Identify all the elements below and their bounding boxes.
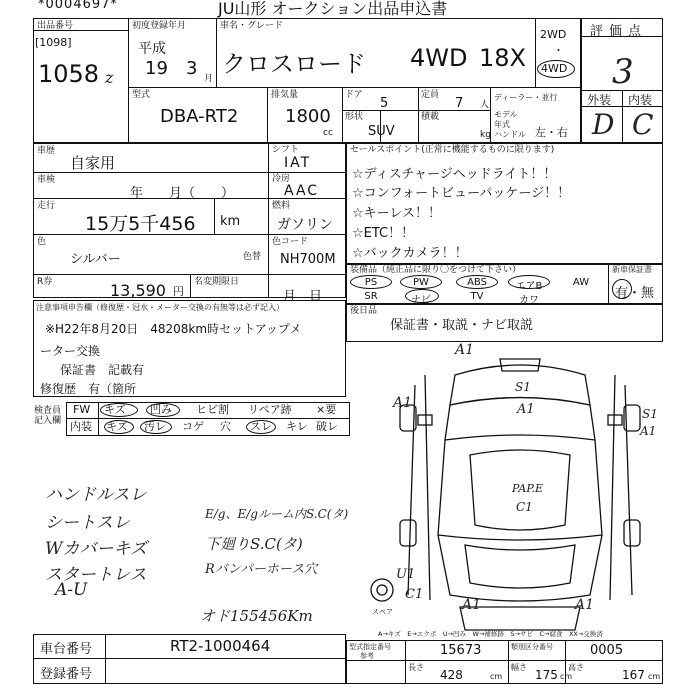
exterior-label: 外装 [587,93,612,107]
registration-month: 3 [186,58,198,79]
rating-score: 3 [612,52,634,92]
length-label: 長さ [408,663,424,672]
equipment-sr: SR [364,291,378,302]
handwritten-right-1: E/g、E/gルーム内S.C(タ) [205,507,349,521]
capacity-value: 7 [455,96,464,111]
type-ref: 参考 [360,652,374,660]
lot-label: 出品番号 [37,21,74,31]
color-change-label: 色替 [243,252,262,262]
length-value: 428 [440,668,463,682]
lot-suffix: z [105,68,114,87]
body-label: 形状 [345,112,364,122]
equipment-aw: AW [572,277,590,288]
sales-point-item: ☆キーレス！！ [352,206,442,221]
handwritten-odometer: オド155456Km [200,607,313,625]
inspection-int-hole: 穴 [220,420,231,433]
notes-label: 注意事項申告欄（修復歴・冠水・メーター交換の有無等は必ず記入） [36,303,284,312]
handwritten-left-1: ハンドルスレ [45,485,147,505]
capacity-label: 定員 [421,90,440,100]
inspection-need: ×要 [316,403,337,416]
shift-value: IAT [284,155,312,171]
shaken-value: 年 月（ ） [130,186,235,201]
displacement-value: 1800 [285,106,331,127]
notes-line-2: ーター交換 [40,344,101,358]
aftermarket-label: 後日品 [350,306,378,316]
usage-value: 自家用 [70,154,116,172]
inspection-int-scratch: キズ [106,420,128,433]
registration-year: 19 [145,58,168,79]
damage-mark: A1 [640,424,657,438]
doors-value: 5 [380,96,389,111]
damage-mark: A1 [393,395,413,411]
handwritten-right-3: Rバンパーホース穴 [205,562,318,577]
equipment-leather: カワ [519,295,539,306]
damage-mark: C1 [516,500,533,514]
width-label: 幅さ [511,663,527,672]
handle-label: ハンドル [494,130,526,139]
vehicle-name-label: 車名・グレード [220,21,284,31]
sales-points-label: セールスポイント(正常に機能するものに限ります) [350,145,555,155]
mileage-label: 走行 [37,201,56,211]
height-value: 167 [622,668,645,682]
color-value: シルバー [70,252,121,267]
load-unit: kg [480,130,491,140]
notes-line-1: ※H22年8月20日 48208km時セットアップメ [45,322,302,336]
height-label: 高さ [568,663,584,672]
doors-label: ドア [345,90,363,100]
lot-number: 1058 [38,60,100,88]
capacity-unit: 人 [480,100,490,110]
handwritten-left-3: Wカバーキズ [45,539,148,559]
equipment-navi: ナビ [411,295,431,306]
inspection-repair: リペア跡 [248,403,292,416]
equipment-tv: TV [470,291,484,302]
damage-mark: PAP.E [512,482,544,495]
type-designation-value: 15673 [440,643,482,658]
name-change-value: 月 日 [283,289,323,304]
damage-mark: U1 [396,567,416,582]
inspection-scratch: キズ [104,403,126,416]
damage-mark: A1 [455,342,475,358]
equipment-label: 装備品（純正品に限り〇をつけて下さい） [350,265,522,275]
usage-label: 車歴 [37,146,56,156]
model-value: DBA-RT2 [160,106,239,127]
rating-label: 評価点 [590,24,648,39]
sales-point-item: ☆コンフォートビューパッケージ！！ [352,186,571,201]
width-unit: cm [560,672,573,681]
drive-option-2wd: 2WD [540,28,567,41]
warranty-circle [612,279,632,299]
displacement-label: 排気量 [271,90,299,100]
drive-option-4wd: 4WD [541,62,568,75]
damage-mark: A1 [575,597,595,613]
handwritten-left-4: スタートレス [45,565,147,585]
body-value: SUV [368,124,395,139]
registration-number-label: 登録番号 [40,667,93,682]
color-label: 色 [37,237,47,247]
inspection-dent: 凹み [150,403,172,416]
inspection-int-burn: コゲ [182,420,204,433]
handwritten-right-2: 下廻りS.C(タ) [205,535,303,553]
shift-label: シフト [272,145,300,155]
sales-point-item: ☆バックカメラ！！ [352,246,468,261]
damage-mark: A1 [462,597,482,613]
form-title: JU山形 オークション出品申込書 [218,0,448,18]
inspection-interior: 内装 [70,420,92,433]
handwritten-left-2: シートスレ [45,513,130,533]
height-unit: cm [648,672,661,681]
color-code-label: 色コード [272,237,309,247]
mileage-unit: km [220,214,241,229]
handle-value: 左・右 [535,126,568,139]
inspection-crack: ヒビ割 [196,403,229,416]
fuel-value: ガソリン [277,217,333,233]
registration-era: 平成 [138,41,166,57]
width-value: 175 [535,668,558,682]
warranty-value: 有・無 [615,286,655,301]
displacement-unit: cc [323,128,333,138]
vehicle-grade: 18X [479,44,526,72]
top-barcode-number: *0004697* [38,0,118,12]
registration-label: 初度登録年月 [132,21,187,31]
new-car-warranty-label: 新車保証書 [612,265,652,274]
damage-mark: S1 [642,407,658,421]
equipment-ps: PS [364,277,378,288]
chassis-label: 車台番号 [40,642,93,657]
damage-mark: A1 [517,402,535,417]
inspection-label: 検査員記入欄 [34,406,62,426]
inspection-int-wear: スレ [250,420,272,433]
inspection-int-dirt: 汚レ [144,420,166,433]
registration-month-unit: 月 [204,74,214,84]
exterior-grade: D [592,108,615,141]
equipment-pw: PW [413,277,429,288]
aircon-value: AAC [284,183,320,199]
dealer-label: ディーラー・並行 [494,93,558,102]
inspection-int-tear: 破レ [316,420,338,433]
damage-mark: C1 [405,587,424,602]
type-designation-label: 型式指定番号 [349,643,391,651]
notes-line-3: 保証書 記載有 [60,363,145,377]
class-label: 類別区分番号 [511,643,553,651]
damage-mark: S1 [515,380,531,394]
vehicle-name: クロスロード [222,50,366,78]
class-value: 0005 [590,643,624,658]
notes-line-4: 修復歴 有（箇所 [40,382,137,396]
handwritten-left-5: A-U [55,580,88,600]
color-code-value: NH700M [280,252,336,267]
mileage-value: 15万5千456 [85,213,196,235]
recycle-unit: 円 [173,285,184,298]
chassis-value: RT2-1000464 [170,637,271,655]
interior-grade: C [632,108,654,141]
sales-point-item: ☆ディスチャージヘッドライト！！ [352,167,557,182]
inspection-fw: FW [73,403,91,416]
model-year-label: モデル年式 [494,110,518,129]
shaken-label: 車検 [37,175,56,185]
model-label: 型式 [132,90,151,100]
recycle-label: R券 [37,277,53,287]
equipment-abs: ABS [467,277,487,288]
lot-code: [1098] [35,36,72,49]
spare-label: スペア [372,608,393,616]
interior-label: 内装 [628,93,653,107]
aftermarket-value: 保証書・取説・ナビ取説 [390,318,534,333]
equipment-airbag: エアB [515,281,543,292]
recycle-value: 13,590 [110,281,166,300]
vehicle-drive: 4WD [410,44,468,72]
sales-point-item: ☆ETC！！ [352,226,415,241]
length-unit: cm [490,672,503,681]
fuel-label: 燃料 [272,201,291,211]
load-label: 積載 [421,112,440,122]
aircon-label: 冷房 [272,174,291,184]
inspection-int-cut: キレ [286,420,308,433]
name-change-label: 名変期限日 [194,277,240,287]
damage-legend: A→キズ E→エクボ U→凹み W→補修跡 S→サビ C→腐食 XX→交換済 [378,630,603,638]
